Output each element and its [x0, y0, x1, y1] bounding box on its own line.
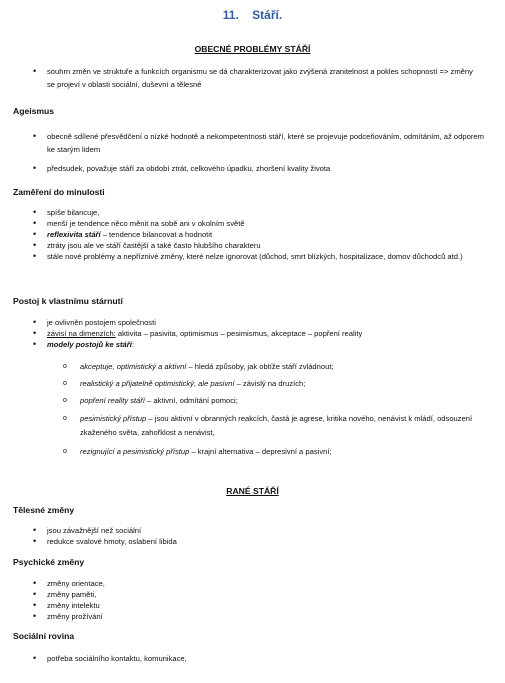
heading-ageismus: Ageismus [13, 106, 55, 116]
list-zamereni [33, 207, 493, 262]
model-term: pesimistický přístup [80, 414, 147, 423]
heading-telesne: Tělesné změny [13, 505, 75, 515]
list-item: • jsou závažnější než sociální [33, 525, 473, 536]
term-description: – tendence bilancovat a hodnotit [100, 230, 213, 239]
list-psychicke [33, 578, 473, 622]
list-item: • ztráty jsou ale ve stáří častější a také často hlubšího charakteru [33, 240, 493, 251]
page-title [0, 8, 505, 22]
list-item: • menší je tendence něco měnit na sobě ani v okolním světě [33, 218, 493, 229]
list-ageismus [33, 130, 488, 175]
list-item: • souhrn změn ve struktuře a funkcích organismu se dá charakterizovat jako zvýšená zranitelnost a pokles schopností => změny se projeví v oblasti sociální, duševní a tělesné [33, 65, 478, 91]
model-item [63, 395, 488, 406]
heading-obecne: OBECNÉ PROBLÉMY STÁŘÍ [194, 44, 311, 54]
list-item: • předsudek, považuje stáří za období ztrát, celkového úpadku, zhoršení kvality života [33, 162, 488, 175]
model-item [63, 446, 488, 457]
model-term: realistický a přijatelně optimistický, ale pasivní [80, 379, 235, 388]
list-item: • změny orientace, [33, 578, 473, 589]
models-colon: : [131, 340, 134, 349]
model-item [63, 378, 488, 389]
model-text: – závislý na druzích; [234, 379, 306, 388]
list-item: • je ovlivněn postojem společnosti [33, 317, 493, 328]
list-socialni [33, 653, 473, 664]
heading-postoj: Postoj k vlastnímu stárnutí [13, 296, 123, 306]
list-item: • obecně sdílené přesvědčení o nízké hodnotě a nekompetentnosti stáří, které se projevuje podceňováním, odmítáním, až odporem ke starým lidem [33, 130, 488, 156]
dimension-text: aktivita – pasivita, optimismus – pesimismus, akceptace – popření reality [115, 329, 363, 338]
list-item: • změny intelektu [33, 600, 473, 611]
dimension-label: závisí na dimenzích: [47, 329, 116, 338]
model-text: – aktivní, odmítání pomoci; [145, 396, 238, 405]
heading-rane: RANÉ STÁŘÍ [226, 486, 279, 496]
heading-psychicke: Psychické změny [13, 557, 85, 567]
list-postoj [33, 317, 493, 350]
heading-zamereni: Zaměření do minulosti [13, 187, 105, 197]
model-item [63, 361, 488, 372]
list-item: • stále nové problémy a nepříznivé změny, které nelze ignorovat (důchod, smrt blízkých, hospitalizace, domov důchodců atd.) [33, 251, 493, 262]
model-term: rezignující a pesimistický přístup [80, 447, 190, 456]
heading-socialni: Sociální rovina [13, 631, 75, 641]
list-item: • změny prožívání [33, 611, 473, 622]
list-item: • potřeba sociálního kontaktu, komunikace, [33, 653, 473, 664]
models-label: modely postojů ke stáří [47, 340, 132, 349]
list-obecne [33, 65, 478, 91]
model-term: popření reality stáří [80, 396, 145, 405]
list-item: • spíše bilancuje, [33, 207, 493, 218]
list-telesne [33, 525, 473, 547]
list-item [33, 339, 493, 350]
model-text: – hledá způsoby, jak obtíže stáří zvládnout; [186, 362, 334, 371]
model-item [63, 412, 488, 440]
model-text: – jsou aktivní v obranných reakcích, častá je agrese, kritika nového, nenávist k mládí, odsouzení zkaženého světa, zahořklost a nenávist, [80, 414, 473, 437]
term-reflexivita: reflexivita stáří [47, 230, 101, 239]
list-item [33, 229, 493, 240]
list-item [33, 328, 493, 339]
model-term: akceptuje, optimistický a aktivní [80, 362, 187, 371]
chapter-title: Stáří. [252, 8, 283, 22]
chapter-number: 11. [222, 8, 239, 22]
list-item: • změny paměti, [33, 589, 473, 600]
list-item: • redukce svalové hmoty, oslabení libida [33, 536, 473, 547]
list-models [63, 361, 488, 457]
model-text: – krajní alternativa – depresivní a pasivní; [189, 447, 332, 456]
